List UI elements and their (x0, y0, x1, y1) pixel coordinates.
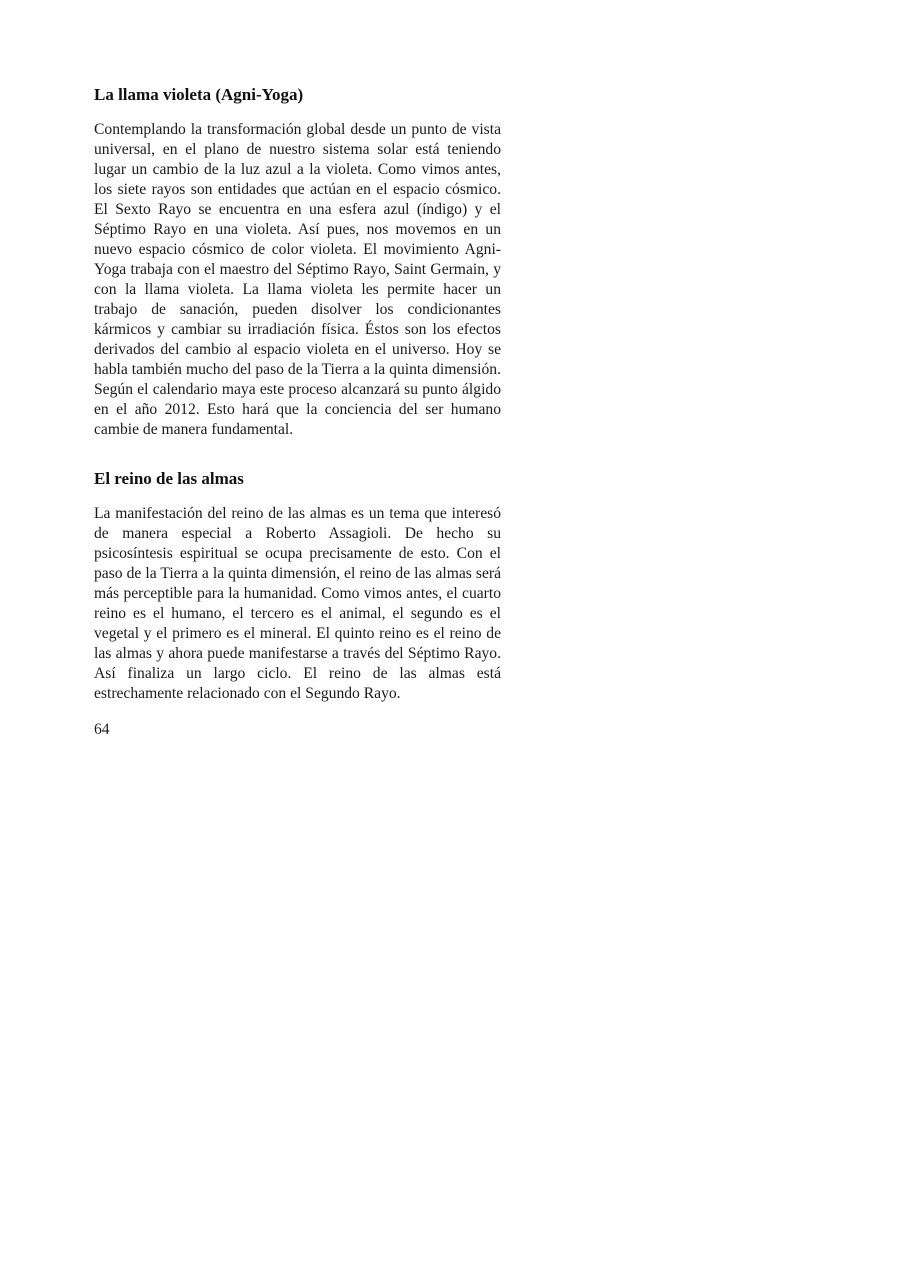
section-agni-yoga (94, 84, 501, 440)
section-title: El reino de las almas (94, 469, 244, 488)
page-number: 64 (94, 721, 110, 738)
section-title: La llama violeta (Agni-Yoga) (94, 85, 304, 104)
page-content (94, 84, 501, 740)
section-paragraph: La manifestación del reino de las almas es un tema que interesó de manera especial a Roberto Assagioli. De hecho su psicosíntesis espiritual se ocupa precisamente de esto. Con el paso de la Tierra a la quinta dimensión, el reino de las almas será más perceptible para la humanidad. Como vimos antes, el cuarto reino es el humano, el tercero es el animal, el segundo es el vegetal y el primero es el mineral. El quinto reino es el reino de las almas y ahora puede manifestarse a través del Séptimo Rayo. Así finaliza un largo ciclo. El reino de las almas está estrechamente relacionado con el Segundo Rayo. (94, 505, 501, 702)
section-reino-almas (94, 468, 501, 704)
section-paragraph: Contemplando la transformación global desde un punto de vista universal, en el plano de nuestro sistema solar está teniendo lugar un cambio de la luz azul a la violeta. Como vimos antes, los siete rayos son entidades que actúan en el espacio cósmico. El Sexto Rayo se encuentra en una esfera azul (índigo) y el Séptimo Rayo en una violeta. Así pues, nos movemos en un nuevo espacio cósmico de color violeta. El movimiento Agni-Yoga trabaja con el maestro del Séptimo Rayo, Saint Germain, y con la llama violeta. La llama violeta les permite hacer un trabajo de sanación, pueden disolver los condicionantes kármicos y cambiar su irradiación física. Éstos son los efectos derivados del cambio al espacio violeta en el universo. Hoy se habla también mucho del paso de la Tierra a la quinta dimensión. Según el calendario maya este proceso alcanzará su punto álgido en el año 2012. Esto hará que la conciencia del ser humano cambie de manera fundamental. (94, 121, 501, 438)
